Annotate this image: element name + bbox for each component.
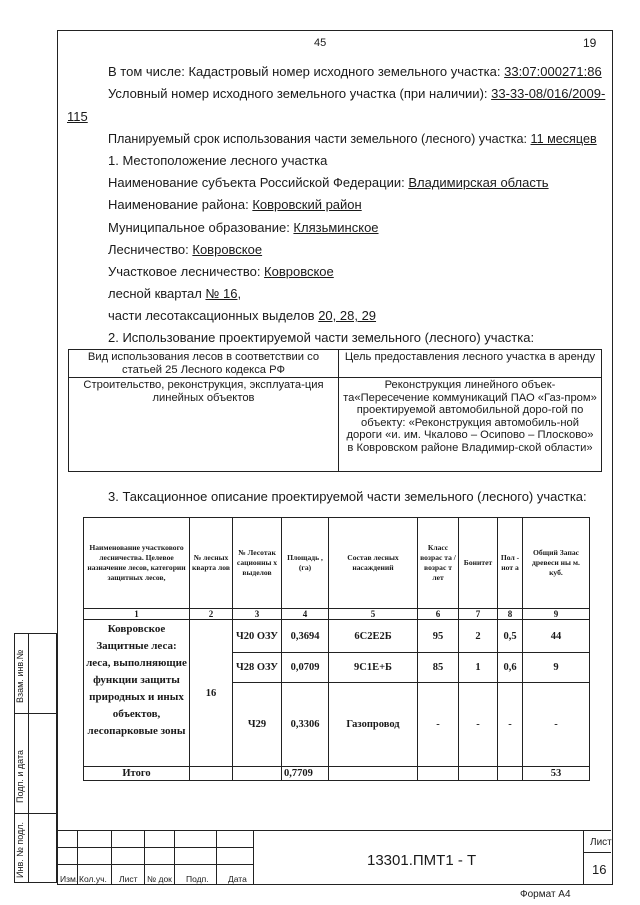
quarter-line: лесной квартал № 16,	[108, 286, 242, 301]
stamp-col-izm: Изм.	[60, 874, 79, 884]
table-cell: 0,5	[498, 620, 523, 653]
col-number: 2	[190, 609, 233, 620]
col-number: 3	[233, 609, 282, 620]
tax-header: № Лесотак сационны х выделов	[233, 518, 282, 609]
title-block	[57, 830, 613, 884]
usage-table	[68, 349, 602, 472]
tax-header: № лесных кварта лов	[190, 518, 233, 609]
table-cell: 6С2Е2Б	[329, 620, 418, 653]
page-number-center: 45	[314, 37, 327, 49]
taxation-table	[83, 517, 590, 781]
table-cell	[498, 767, 523, 781]
tax-header: Состав лесных насаждений	[329, 518, 418, 609]
side-label-sign-date: Подп. и дата	[15, 749, 25, 803]
tax-header: Класс возрас та /возрас т лет	[418, 518, 459, 609]
table-cell: 44	[523, 620, 590, 653]
table-cell: 0,3306	[282, 683, 329, 767]
total-stock: 53	[523, 767, 590, 781]
col-number: 5	[329, 609, 418, 620]
table-cell: 0,3694	[282, 620, 329, 653]
section-1-heading: 1. Местоположение лесного участка	[108, 153, 328, 168]
tax-header: Пол - нот а	[498, 518, 523, 609]
col-number: 6	[418, 609, 459, 620]
page-number-right: 19	[583, 36, 597, 50]
vydels-line: части лесотаксационных выделов 20, 28, 29	[108, 308, 377, 323]
table-cell: Ч28 ОЗУ	[233, 653, 282, 683]
col-number: 1	[84, 609, 190, 620]
category-cell: Ковровское Защитные леса: леса, выполняющие функции защиты природных и иных объектов, лесопарковые зоны	[84, 620, 190, 767]
total-label: Итого	[84, 767, 190, 781]
forestry-line: Лесничество: Ковровское	[108, 242, 263, 257]
table-cell: Газопровод	[329, 683, 418, 767]
col-number: 8	[498, 609, 523, 620]
table-cell: 0,0709	[282, 653, 329, 683]
quarter-cell: 16	[190, 620, 233, 767]
tax-header: Наименование участкового лесничества. Целевое назначение лесов, категории защитных лесов,	[84, 518, 190, 609]
table-cell	[418, 767, 459, 781]
sheet-label: Лист	[590, 837, 612, 848]
table-cell	[190, 767, 233, 781]
table-cell: 9	[523, 653, 590, 683]
stamp-col-list: Лист	[119, 874, 138, 884]
document-code: 13301.ПМТ1 - Т	[367, 852, 477, 869]
col-number: 7	[459, 609, 498, 620]
table-cell: -	[523, 683, 590, 767]
stamp-col-sign: Подп.	[186, 874, 209, 884]
side-strip	[14, 633, 56, 883]
conditional-number-cont: 115	[67, 109, 88, 124]
col-number: 9	[523, 609, 590, 620]
side-label-orig-inv: Инв. № подл.	[15, 821, 25, 878]
table-cell: 95	[418, 620, 459, 653]
municipality-line: Муниципальное образование: Клязьминское	[108, 220, 379, 235]
tax-header: Общий Запас древеси ны м. куб.	[523, 518, 590, 609]
tax-header: Бонитет	[459, 518, 498, 609]
district-forestry-line: Участковое лесничество: Ковровское	[108, 264, 334, 279]
table-cell	[459, 767, 498, 781]
stamp-col-doc: № док	[147, 874, 172, 884]
sheet-number: 16	[592, 862, 607, 877]
region-line: Наименование субъекта Российской Федерации: Владимирская область	[108, 175, 549, 190]
table-cell: 0,6	[498, 653, 523, 683]
side-label-replaced-inv: Взам. инв.№	[15, 649, 25, 703]
stamp-col-date: Дата	[228, 874, 247, 884]
table-cell: Ч20 ОЗУ	[233, 620, 282, 653]
table-cell: 9С1Е+Б	[329, 653, 418, 683]
section-3-heading: 3. Таксационное описание проектируемой части земельного (лесного) участка:	[108, 489, 587, 504]
usage-header-kind: Вид использования лесов в соответствии со статьей 25 Лесного кодекса РФ	[69, 350, 339, 378]
table-cell: -	[459, 683, 498, 767]
cadastral-line: В том числе: Кадастровый номер исходного земельного участка: 33:07:000271:86	[108, 64, 602, 79]
table-cell: 85	[418, 653, 459, 683]
table-cell: -	[418, 683, 459, 767]
section-2-heading: 2. Использование проектируемой части земельного (лесного) участка:	[108, 330, 535, 345]
usage-cell-goal: Реконструкция линейного объек-та«Пересечение коммуникаций ПАО «Газ-пром» проектируемой автомобильной доро-гой по объекту: «Реконструкция автомобиль-ной дороги «и. им. Чкалово – Осипово – Плосково» в Ковровском районе Владимир-ской области»	[339, 378, 602, 472]
tax-header: Площадь , (га)	[282, 518, 329, 609]
usage-cell-kind: Строительство, реконструкция, эксплуата-ция линейных объектов	[69, 378, 339, 472]
district-line: Наименование района: Ковровский район	[108, 197, 362, 212]
table-cell: 2	[459, 620, 498, 653]
total-area: 0,7709	[282, 767, 329, 781]
table-cell	[233, 767, 282, 781]
stamp-col-kolvo: Кол.уч.	[79, 874, 107, 884]
table-cell: -	[498, 683, 523, 767]
format-label: Формат А4	[520, 889, 571, 900]
table-cell	[329, 767, 418, 781]
conditional-number-line: Условный номер исходного земельного участка (при наличии): 33-33-08/016/2009-	[108, 86, 606, 101]
col-number: 4	[282, 609, 329, 620]
usage-header-goal: Цель предоставления лесного участка в аренду	[339, 350, 602, 378]
table-cell: Ч29	[233, 683, 282, 767]
term-line: Планируемый срок использования части земельного (лесного) участка: 11 месяцев	[108, 132, 597, 146]
table-cell: 1	[459, 653, 498, 683]
